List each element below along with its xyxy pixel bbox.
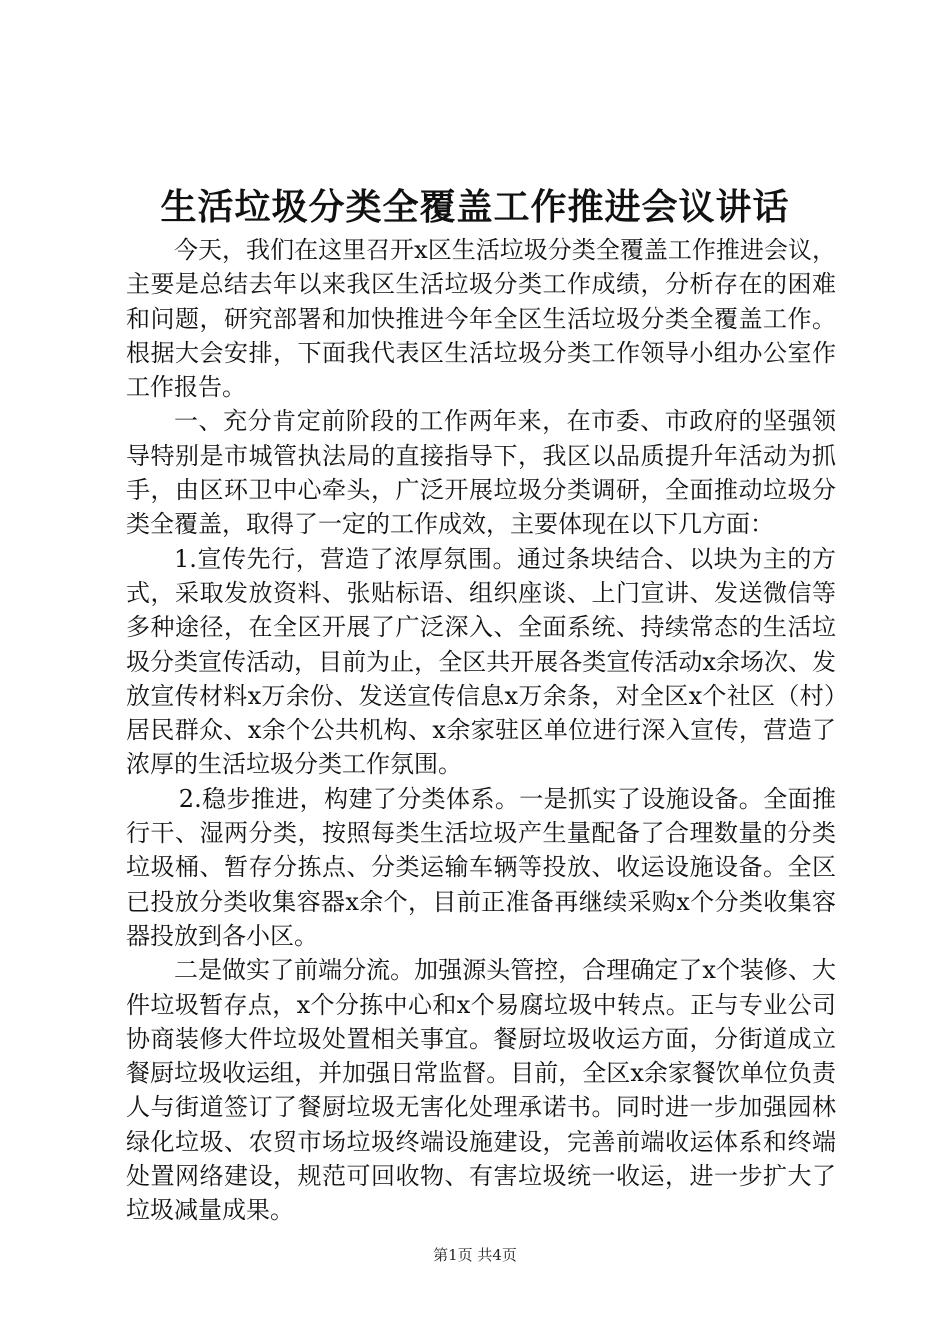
paragraph-intro: 今天，我们在这里召开x区生活垃圾分类全覆盖工作推进会议，主要是总结去年以来我区生活垃圾分类工作成绩，分析存在的困难和问题，研究部署和加快推进今年全区生活垃圾分类全覆盖工作。根据大会安排，下面我代表区生活垃圾分类工作领导小组办公室作工作报告。 xyxy=(126,236,836,402)
paragraph-section-one: 一、充分肯定前阶段的工作两年来，在市委、市政府的坚强领导特别是市城管执法局的直接指导下，我区以品质提升年活动为抓手，由区环卫中心牵头，广泛开展垃圾分类调研，全面推动垃圾分类全覆盖，取得了一定的工作成效，主要体现在以下几方面： xyxy=(126,407,836,539)
page-footer: 第1页 共4页 xyxy=(433,1246,517,1264)
document-body xyxy=(126,233,836,1228)
document-title: 生活垃圾分类全覆盖工作推进会议讲话 xyxy=(160,186,790,228)
paragraph-item-system: 2.稳步推进，构建了分类体系。一是抓实了设施设备。全面推行干、湿两分类，按照每类生活垃圾产生量配备了合理数量的分类垃圾桶、暂存分拣点、分类运输车辆等投放、收运设施设备。全区已投放分类收集容器x余个，目前正准备再继续采购x个分类收集容器投放到各小区。 xyxy=(126,784,836,950)
paragraph-item-publicity: 1.宣传先行，营造了浓厚氛围。通过条块结合、以块为主的方式，采取发放资料、张贴标语、组织座谈、上门宣讲、发送微信等多种途径，在全区开展了广泛深入、全面系统、持续常态的生活垃圾分类宣传活动，目前为止，全区共开展各类宣传活动x余场次、发放宣传材料x万余份、发送宣传信息x万余条，对全区x个社区（村）居民群众、x余个公共机构、x余家驻区单位进行深入宣传，营造了浓厚的生活垃圾分类工作氛围。 xyxy=(126,544,836,779)
paragraph-front-end-diversion: 二是做实了前端分流。加强源头管控，合理确定了x个装修、大件垃圾暂存点，x个分拣中心和x个易腐垃圾中转点。正与专业公司协商装修大件垃圾处置相关事宜。餐厨垃圾收运方面，分街道成立餐厨垃圾收运组，并加强日常监督。目前，全区x余家餐饮单位负责人与街道签订了餐厨垃圾无害化处理承诺书。同时进一步加强园林绿化垃圾、农贸市场垃圾终端设施建设，完善前端收运体系和终端处置网络建设，规范可回收物、有害垃圾统一收运，进一步扩大了垃圾减量成果。 xyxy=(126,956,836,1225)
